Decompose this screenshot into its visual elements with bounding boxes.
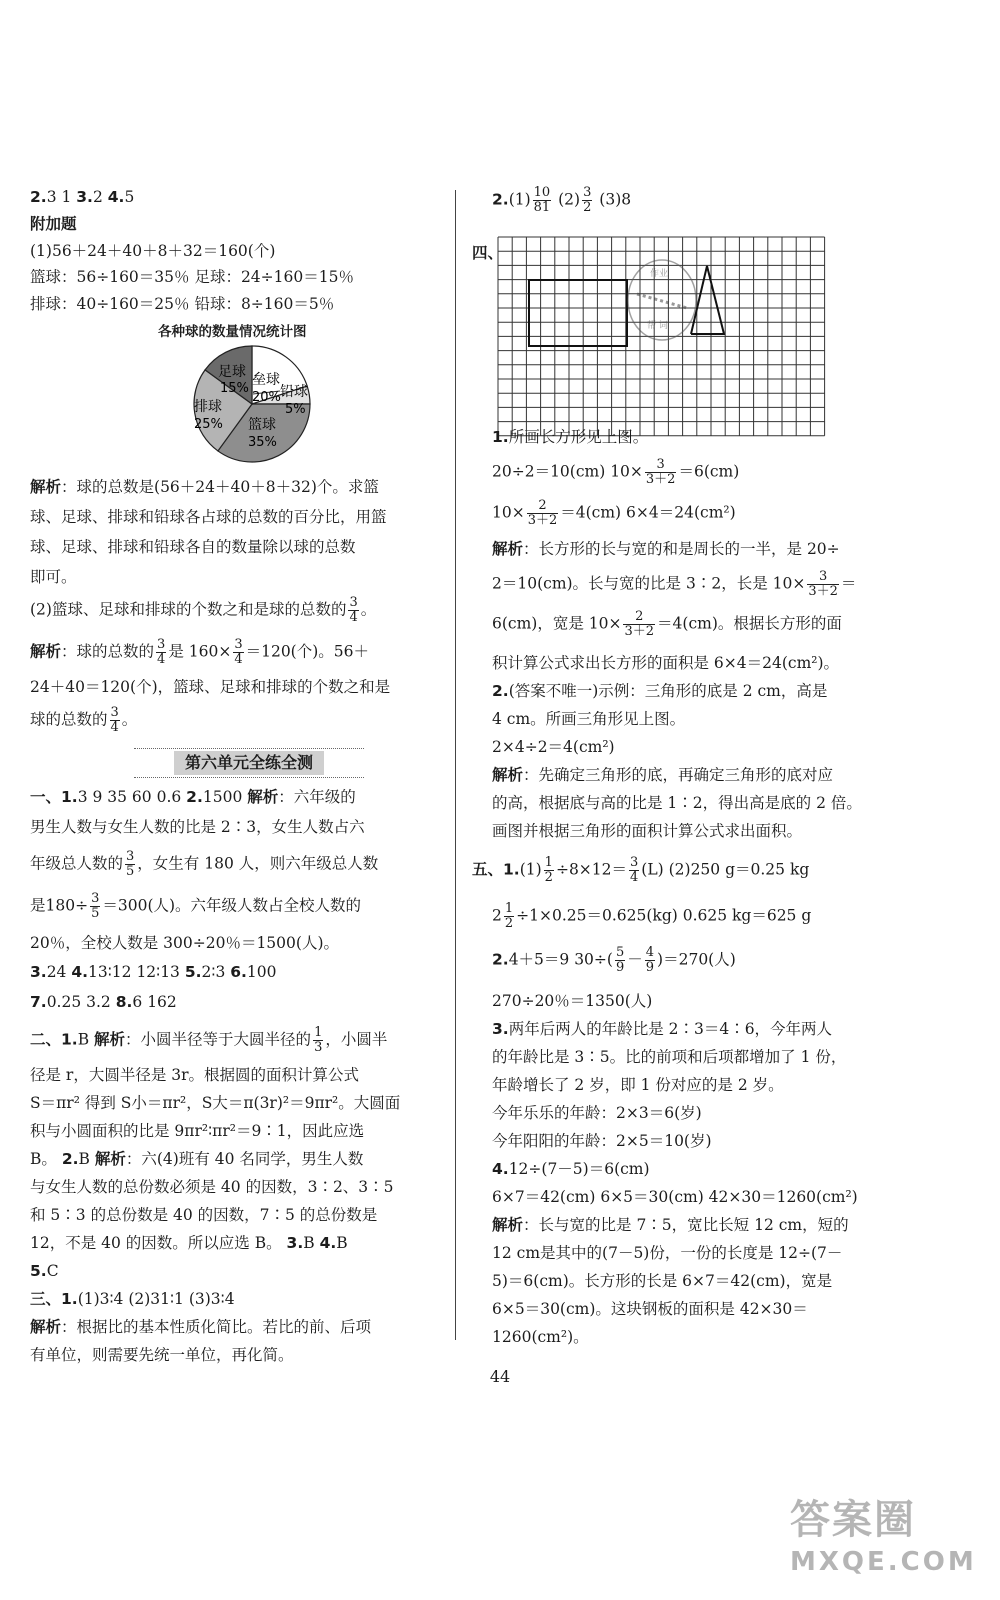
answer-line: (1)56＋24＋40＋8＋32＝160(个) <box>30 242 276 260</box>
analysis-line: 2＝10(cm)。长与宽的比是 3∶2，长是 10× $\frac{3}{3+2}$ ＝ <box>492 569 857 599</box>
pie-percent: 20% <box>252 390 281 405</box>
fraction: $\frac{3}{4}$ <box>630 855 639 885</box>
analysis-line: 解析：先确定三角形的底，再确定三角形的底对应 <box>492 766 834 784</box>
analysis-line: 5)＝6(cm)。长方形的长是 6×7＝42(cm)，宽是 <box>492 1272 833 1290</box>
answer-line: 二、1.B 解析：小圆半径等于大圆半径的 $\frac{1}{3}$ ，小圆半 <box>30 1025 388 1055</box>
answer-line: 10× $\frac{2}{3+2}$ ＝4(cm) 6×4＝24(cm²) <box>492 498 736 528</box>
pie-label: 足球 <box>218 364 246 380</box>
site-watermark-logo: 答案圈 MXQE.COM <box>790 1497 977 1577</box>
fraction: $\frac{3}{4}$ <box>349 595 358 625</box>
analysis-line: 解析：长方形的长与宽的和是周长的一半，是 20÷ <box>492 540 840 558</box>
analysis-line: 与女生人数的总份数必须是 40 的因数，3∶2、3∶5 <box>30 1178 394 1196</box>
answer-line: 20÷2＝10(cm) 10× $\frac{3}{3+2}$ ＝6(cm) <box>492 457 740 487</box>
stamp-watermark <box>628 260 696 340</box>
answer-line: 2×4÷2＝4(cm²) <box>492 738 615 756</box>
fraction: $\frac{3}{3+2}$ <box>645 457 676 487</box>
analysis-line: 男生人数与女生人数的比是 2∶3，女生人数占六 <box>30 818 365 836</box>
page-number: 44 <box>489 1367 511 1386</box>
analysis-line: 有单位，则需要先统一单位，再化简。 <box>30 1346 294 1364</box>
analysis-line: 1260(cm²)。 <box>492 1328 589 1346</box>
answer-line: 4 cm。所画三角形见上图。 <box>492 710 686 728</box>
pie-percent: 15% <box>220 381 249 396</box>
fraction: $\frac{2}{3+2}$ <box>527 498 558 528</box>
analysis-line: 径是 r，大圆半径是 3r。根据圆的面积计算公式 <box>30 1066 360 1084</box>
answer-line: 今年阳阳的年龄：2×5＝10(岁) <box>492 1132 712 1150</box>
answer-line: 2.3 1 3.2 4.5 <box>30 188 135 206</box>
answer-line: 2.(1) $\frac{10}{81}$ (2) $\frac{3}{2}$ (3)8 <box>492 185 632 215</box>
analysis-line: 12 cm是其中的(7－5)份，一份的长度是 12÷(7－ <box>492 1244 843 1262</box>
fraction: $\frac{3}{5}$ <box>91 891 100 921</box>
bonus-heading: 附加题 <box>30 215 77 233</box>
fraction: $\frac{10}{81}$ <box>533 185 551 215</box>
analysis-line: 和 5∶3 的总份数是 40 的因数，7∶5 的总份数是 <box>30 1206 378 1224</box>
analysis-line: 年级总人数的 $\frac{3}{5}$ ，女生有 180 人，则六年级总人数 <box>30 849 379 879</box>
answer-line: 排球：40÷160＝25％ 铅球：8÷160＝5％ <box>30 295 335 313</box>
analysis-line: 6×5＝30(cm)。这块钢板的面积是 42×30＝ <box>492 1300 808 1318</box>
svg-text:作业: 作业 <box>650 269 669 279</box>
fraction: $\frac{3}{4}$ <box>110 705 119 735</box>
fraction: $\frac{1}{2}$ <box>544 855 553 885</box>
pie-label: 垒球 <box>252 372 280 388</box>
fraction: $\frac{3}{3+2}$ <box>808 569 838 599</box>
answer-line: B。 2.B 解析：六(4)班有 40 名同学，男生人数 <box>30 1150 364 1168</box>
answer-line: 270÷20％＝1350(人) <box>492 992 653 1010</box>
analysis-line: 解析：球的总数的 $\frac{3}{4}$ 是 160× $\frac{3}{4}$ ＝120(个)。56＋ <box>30 637 369 667</box>
analysis-line: 球、足球、排球和铅球各自的数量除以球的总数 <box>30 538 356 556</box>
analysis-line: 20％，全校人数是 300÷20％＝1500(人)。 <box>30 934 339 952</box>
analysis-line: 积计算公式求出长方形的面积是 6×4＝24(cm²)。 <box>492 654 840 672</box>
answer-line: 年龄增长了 2 岁，即 1 份对应的是 2 岁。 <box>492 1076 784 1094</box>
fraction: $\frac{1}{3}$ <box>314 1025 323 1055</box>
answer-line: 3.两年后两人的年龄比是 2∶3＝4∶6，今年两人 <box>492 1020 833 1038</box>
grid <box>498 237 825 436</box>
answer-line: 2 $\frac{1}{2}$ ÷1×0.25＝0.625(kg) 0.625 kg＝625 g <box>492 901 812 931</box>
fraction: $\frac{3}{2}$ <box>583 185 592 215</box>
answer-line: 一、1.3 9 35 60 0.6 2.1500 解析：六年级的 <box>30 788 356 806</box>
analysis-line: 解析：球的总数是(56＋24＋40＋8＋32)个。求篮 <box>30 478 379 496</box>
pie-label: 铅球 <box>280 384 308 400</box>
pie-percent: 25% <box>194 417 223 432</box>
section-header <box>134 748 364 778</box>
fraction: $\frac{3}{5}$ <box>126 849 135 879</box>
answer-line: 篮球：56÷160＝35％ 足球：24÷160＝15％ <box>30 268 354 286</box>
answer-line: (2)篮球、足球和排球的个数之和是球的总数的 $\frac{3}{4}$ 。 <box>30 595 377 625</box>
analysis-line: 的高，根据底与高的比是 1∶2，得出高是底的 2 倍。 <box>492 794 862 812</box>
analysis-line: 球的总数的 $\frac{3}{4}$ 。 <box>30 705 138 735</box>
pie-chart-title: 各种球的数量情况统计图 <box>158 324 307 340</box>
answer-line: 的年龄比是 3∶5。比的前项和后项都增加了 1 份， <box>492 1048 847 1066</box>
fraction: $\frac{5}{9}$ <box>615 945 625 975</box>
section-number: 四、 <box>472 244 504 262</box>
analysis-line: S＝πr² 得到 S小＝πr²，S大＝π(3r)²＝9πr²。大圆面 <box>30 1094 401 1112</box>
analysis-line: 积与小圆面积的比是 9πr²∶πr²＝9∶1，因此应选 <box>30 1122 365 1140</box>
answer-line: 2.4＋5＝9 30÷( $\frac{5}{9}$ － $\frac{4}{9}$ )＝270(人) <box>492 945 736 975</box>
pie-percent: 35% <box>248 435 277 450</box>
answer-line: 三、1.(1)3∶4 (2)31∶1 (3)3∶4 <box>30 1290 235 1308</box>
answer-line: 12，不是 40 的因数。所以应选 B。 3.B 4.B <box>30 1234 348 1252</box>
svg-text:帮 词: 帮 词 <box>647 321 668 331</box>
pie-percent: 5% <box>285 402 306 417</box>
analysis-line: 球、足球、排球和铅球各占球的总数的百分比，用篮 <box>30 508 387 526</box>
grid-drawing <box>497 236 827 448</box>
fraction: $\frac{2}{3+2}$ <box>624 609 655 639</box>
answer-line: 2.(答案不唯一)示例：三角形的底是 2 cm，高是 <box>492 682 828 700</box>
pie-label: 排球 <box>194 399 222 415</box>
fraction: $\frac{3}{4}$ <box>234 637 243 667</box>
answer-line: 6×7＝42(cm) 6×5＝30(cm) 42×30＝1260(cm²) <box>492 1188 858 1206</box>
pie-chart <box>140 344 370 464</box>
analysis-line: 是180÷ $\frac{3}{5}$ ＝300(人)。六年级人数占全校人数的 <box>30 891 362 921</box>
column-divider <box>455 190 456 1340</box>
analysis-line: 6(cm)，宽是 10× $\frac{2}{3+2}$ ＝4(cm)。根据长方形的面 <box>492 609 842 639</box>
fraction: $\frac{3}{4}$ <box>157 637 166 667</box>
analysis-line: 画图并根据三角形的面积计算公式求出面积。 <box>492 822 803 840</box>
answer-line: 五、1.(1) $\frac{1}{2}$ ÷8×12＝ $\frac{3}{4}$ (L) (2)250 g＝0.25 kg <box>472 855 810 885</box>
answer-line: 5.C <box>30 1262 59 1280</box>
analysis-line: 解析：长与宽的比是 7∶5，宽比长短 12 cm，短的 <box>492 1216 849 1234</box>
fraction: $\frac{4}{9}$ <box>645 945 655 975</box>
analysis-line: 24＋40＝120(个)，篮球、足球和排球的个数之和是 <box>30 678 391 696</box>
answer-line: 7.0.25 3.2 8.6 162 <box>30 993 177 1011</box>
answer-line: 3.24 4.13∶12 12∶13 5.2∶3 6.100 <box>30 963 277 981</box>
answer-line: 4.12÷(7－5)＝6(cm) <box>492 1160 650 1178</box>
analysis-line: 解析：根据比的基本性质化简比。若比的前、后项 <box>30 1318 372 1336</box>
pie-label: 篮球 <box>248 417 276 433</box>
section-title: 第六单元全练全测 <box>174 751 324 775</box>
fraction: $\frac{1}{2}$ <box>504 901 514 931</box>
answer-line: 1.所画长方形见上图。 <box>492 428 649 446</box>
answer-line: 今年乐乐的年龄：2×3＝6(岁) <box>492 1104 702 1122</box>
analysis-line: 即可。 <box>30 568 77 586</box>
